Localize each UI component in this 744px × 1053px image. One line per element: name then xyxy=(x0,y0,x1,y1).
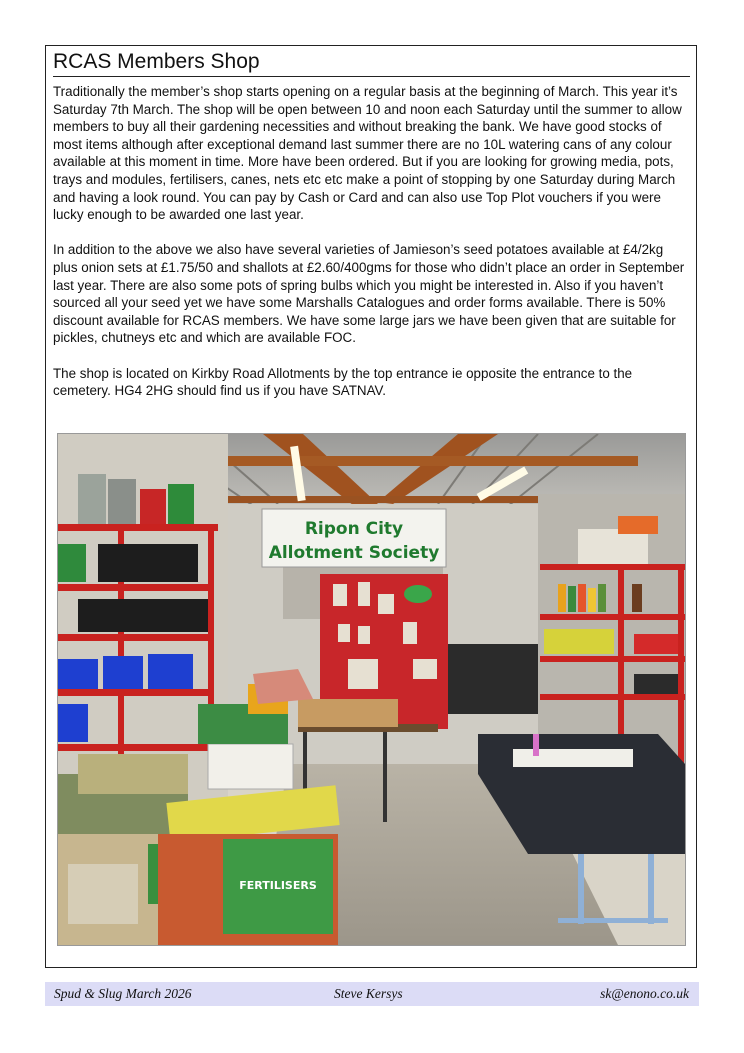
footer-author: Steve Kersys xyxy=(334,986,403,1001)
article-body xyxy=(53,83,690,417)
page-title: RCAS Members Shop xyxy=(53,49,690,77)
shop-interior-photo xyxy=(57,433,686,946)
paragraph-1: Traditionally the member’s shop starts opening on a regular basis at the beginning of March. This year it’s Saturday 7th March. The shop will be open between 10 and noon each Saturday until the summer to allow members to buy all their gardening necessities and without breaking the bank. We have good stocks of most items although after exceptional demand last summer there are no 10L watering cans of any colour available at this moment in time. More have been ordered. But if you are looking for growing media, pots, trays and modules, fertilisers, canes, nets etc etc make a point of stopping by one Saturday during March and having a look round. You can pay by Cash or Card and can also use Top Plot vouchers if you were lucky enough to be awarded one last year. xyxy=(53,84,682,223)
banner-line-1: Ripon City xyxy=(304,519,404,539)
paragraph-2: In addition to the above we also have several varieties of Jamieson’s seed potatoes available at £4/2kg plus onion sets at £1.75/50 and shallots at £2.60/400gms for those who didn’t place an order in September last year. There are also some pots of spring bulbs which you might be interested in. Also if you haven’t sourced all your seed yet we have some Marshalls Catalogues and order forms available. There is 50% discount available for RCAS members. We have some large jars we have been given that are suitable for pickles, chutneys etc and which are available FOC. xyxy=(53,242,685,346)
article-frame xyxy=(45,45,697,968)
banner-line-2: Allotment Society xyxy=(268,543,440,563)
footer-email[interactable]: sk@enono.co.uk xyxy=(600,986,689,1001)
page-footer xyxy=(45,982,699,1006)
fertiliser-bag-label: FERTILISERS xyxy=(239,879,317,892)
footer-publication: Spud & Slug March 2026 xyxy=(54,986,192,1001)
paragraph-3: The shop is located on Kirkby Road Allotments by the top entrance ie opposite the entrance to the cemetery. HG4 2HG should find us if you have SATNAV. xyxy=(53,365,633,399)
